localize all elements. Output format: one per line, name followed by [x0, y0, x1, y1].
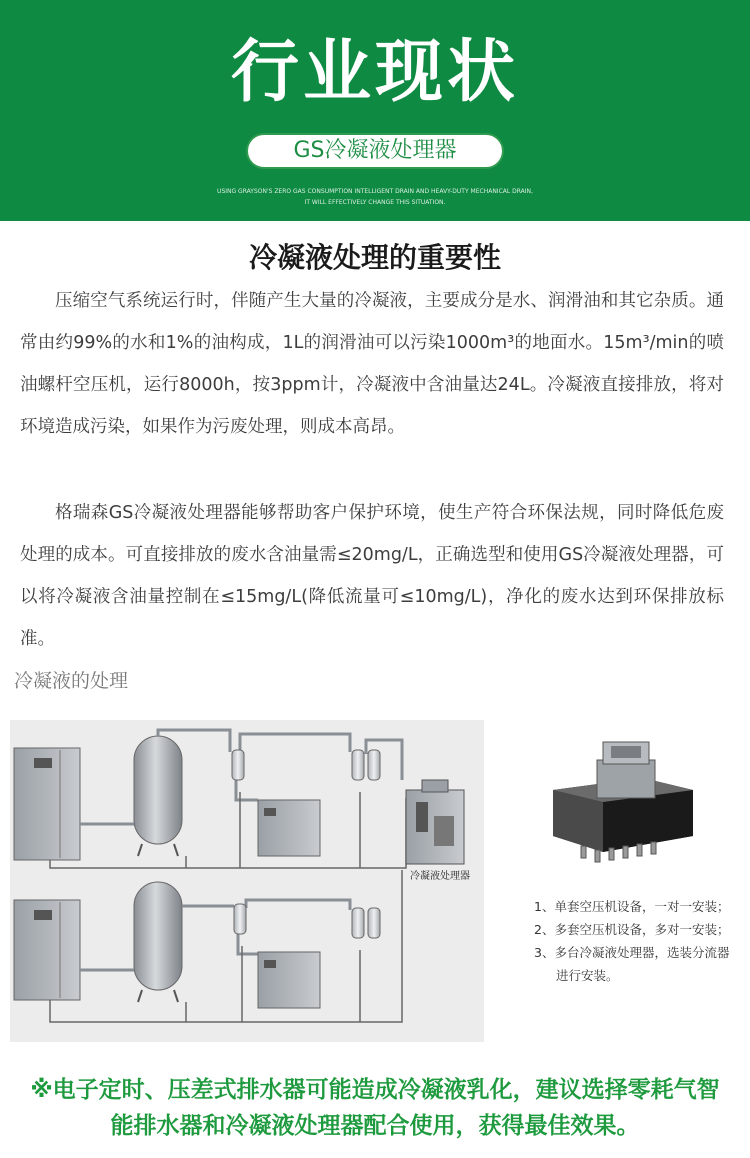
processor-label: 冷凝液处理器	[410, 871, 470, 882]
condensate-processor-unit	[406, 780, 464, 864]
filter-2a	[234, 904, 246, 934]
banner-subtitle-line1: USING GRAYSON'S ZERO GAS CONSUMPTION INTELLIGENT DRAIN AND HEAVY-DUTY MECHANICAL DRAIN,	[217, 188, 533, 195]
recommendation-note: ※电子定时、压差式排水器可能造成冷凝液乳化，建议选择零耗气智能排水器和冷凝液处理器配合使用，获得最佳效果。	[30, 1077, 720, 1139]
install-note-1: 1、单套空压机设备，一对一安装；	[534, 899, 730, 914]
banner-title: 行业现状	[230, 33, 519, 112]
install-note-3: 3、多台冷凝液处理器，选装分流器	[534, 945, 730, 960]
banner-subtitle-line2: IT WILL EFFECTIVELY CHANGE THIS SITUATION.	[304, 199, 446, 206]
air-compressor-1	[14, 748, 80, 860]
installation-diagram	[10, 720, 484, 1042]
header-banner	[0, 0, 750, 221]
banner-subtitle	[0, 186, 750, 208]
condensate-processor-3d-image	[543, 740, 699, 870]
install-note-3-continued: 进行安装。	[556, 968, 619, 983]
install-note-2: 2、多套空压机设备，多对一安装；	[534, 922, 730, 937]
product-name-badge: GS冷凝液处理器	[246, 133, 504, 169]
diagram-heading: 冷凝液的处理	[14, 670, 129, 692]
paragraph-product: 格瑞森GS冷凝液处理器能够帮助客户保护环境，使生产符合环保法规，同时降低危废处理的成本。可直接排放的废水含油量需≤20mg/L，正确选型和使用GS冷凝液处理器，可以将冷凝液含油量控制在≤15mg/L(降低流量可≤10mg/L)，净化的废水达到环保排放标准。	[20, 503, 724, 649]
dryer-2	[258, 952, 320, 1008]
air-compressor-2	[14, 900, 80, 1000]
installation-notes	[534, 895, 746, 987]
filter-1a	[232, 750, 244, 780]
paragraph-intro: 压缩空气系统运行时，伴随产生大量的冷凝液，主要成分是水、润滑油和其它杂质。通常由约99%的水和1%的油构成，1L的润滑油可以污染1000m³的地面水。15m³/min的喷油螺杆空压机，运行8000h，按3ppm计，冷凝液中含油量达24L。冷凝液直接排放，将对环境造成污染，如果作为污废处理，则成本高昂。	[20, 291, 724, 437]
section-title: 冷凝液处理的重要性	[248, 241, 501, 274]
dryer-1	[258, 800, 320, 856]
